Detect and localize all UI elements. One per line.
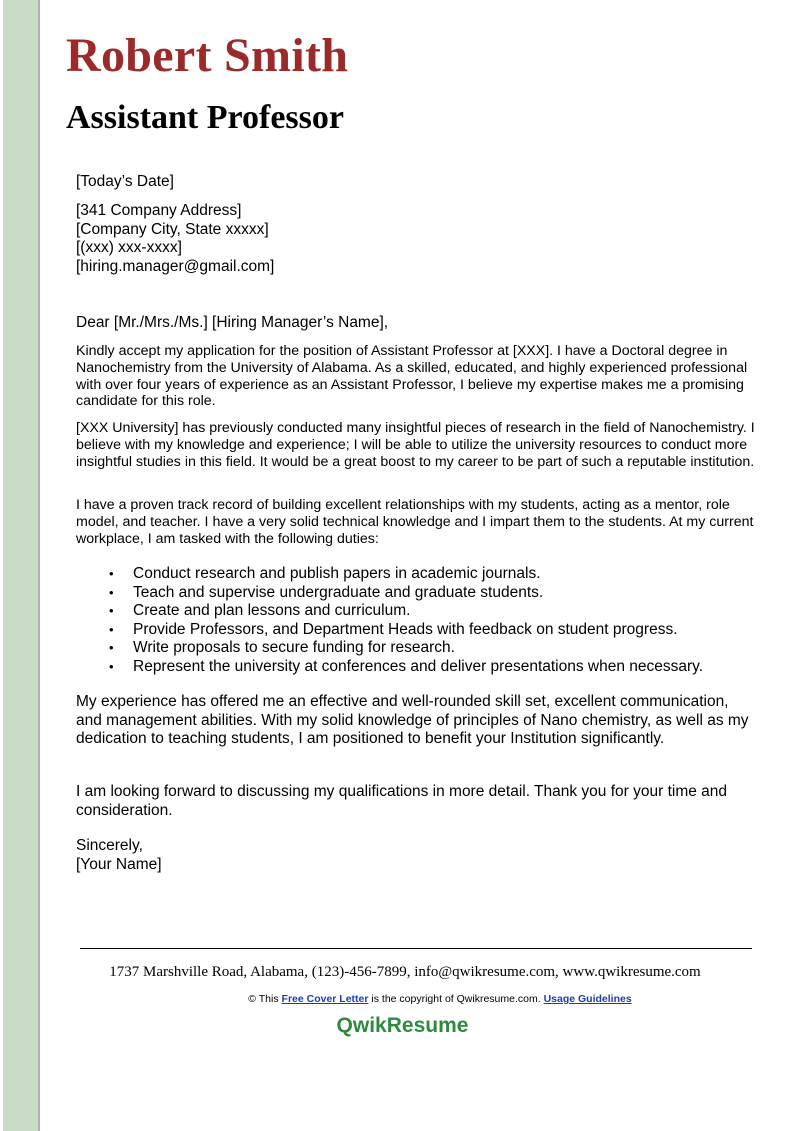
company-phone: [(xxx) xxx-xxxx]: [76, 239, 182, 256]
signature-name: [Your Name]: [76, 855, 162, 873]
copyright-middle: is the copyright of Qwikresume.com.: [371, 993, 541, 1005]
company-address: [341 Company Address]: [76, 202, 242, 219]
bullet-icon: •: [109, 621, 114, 637]
duty-text: Teach and supervise undergraduate and graduate students.: [133, 583, 544, 601]
duty-text: Represent the university at conferences and deliver presentations when necessary.: [133, 657, 704, 675]
list-item: [76, 621, 756, 640]
duty-text: Conduct research and publish papers in academic journals.: [133, 565, 541, 582]
duty-text: Write proposals to secure funding for research.: [133, 639, 455, 656]
usage-guidelines-link[interactable]: Usage Guidelines: [543, 993, 632, 1005]
duties-list: [76, 565, 756, 676]
bullet-icon: •: [109, 658, 114, 674]
footer-divider: [80, 948, 752, 949]
paragraph-track-record: I have a proven track record of building excellent relationships with my students, acting as a mentor, role model, and teacher. I have a very solid technical knowledge and I impart them to the students. At my current workplace, I am tasked with the following duties:: [76, 497, 754, 547]
copyright-prefix: © This: [248, 993, 279, 1005]
date-line: [Today’s Date]: [76, 173, 174, 190]
footer-contact: 1737 Marshville Road, Alabama, (123)-456-7899, info@qwikresume.com, www.qwikresume.com: [109, 964, 701, 980]
free-cover-letter-link[interactable]: Free Cover Letter: [281, 993, 369, 1005]
decorative-sidebar: [0, 0, 40, 1131]
salutation: Dear [Mr./Mrs./Ms.] [Hiring Manager’s Name],: [76, 314, 389, 331]
candidate-name: Robert Smith: [66, 29, 349, 82]
sidebar-edge: [0, 0, 3, 1131]
bullet-icon: •: [109, 566, 114, 581]
bullet-icon: •: [109, 603, 114, 618]
list-item: [76, 565, 756, 584]
bullet-icon: •: [109, 640, 114, 655]
job-title: Assistant Professor: [66, 99, 344, 136]
company-email: [hiring.manager@gmail.com]: [76, 257, 275, 275]
signature-block: [76, 837, 756, 874]
paragraph-experience: My experience has offered me an effective and well-rounded skill set, excellent communication, and management abilities. With my solid knowledge of principles of Nano chemistry, as well as my dedication to teaching students, I am positioned to benefit your Institution significantly.: [76, 693, 749, 747]
list-item: [76, 602, 756, 621]
bullet-icon: •: [109, 584, 114, 600]
duty-text: Create and plan lessons and curriculum.: [133, 602, 411, 619]
paragraph-intro: Kindly accept my application for the position of Assistant Professor at [XXX]. I have a Doctoral degree in Nanochemistry from the University of Alabama. As a skilled, educated, and highly experienced professional with over four years of experience as an Assistant Professor, I believe my expertise makes me a promising candidate for this role.: [76, 343, 748, 410]
paragraph-closing: I am looking forward to discussing my qualifications in more detail. Thank you for your time and consideration.: [76, 783, 728, 819]
paragraph-research: [XXX University] has previously conducted many insightful pieces of research in the field of Nanochemistry. I believe with my knowledge and experience; I will be able to utilize the university resources to conduct more insightful studies in this field. It would be a great boost to my career to be part of such a reputable institution.: [76, 420, 755, 470]
copyright-line: [0, 993, 800, 1005]
list-item: [76, 584, 756, 603]
closing-phrase: Sincerely,: [76, 837, 143, 854]
company-city: [Company City, State xxxxx]: [76, 220, 269, 238]
qwikresume-logo[interactable]: QwikResume: [336, 1014, 469, 1037]
recipient-address-block: [76, 202, 756, 276]
list-item: [76, 639, 756, 658]
duty-text: Provide Professors, and Department Heads with feedback on student progress.: [133, 620, 678, 638]
list-item: [76, 658, 756, 677]
